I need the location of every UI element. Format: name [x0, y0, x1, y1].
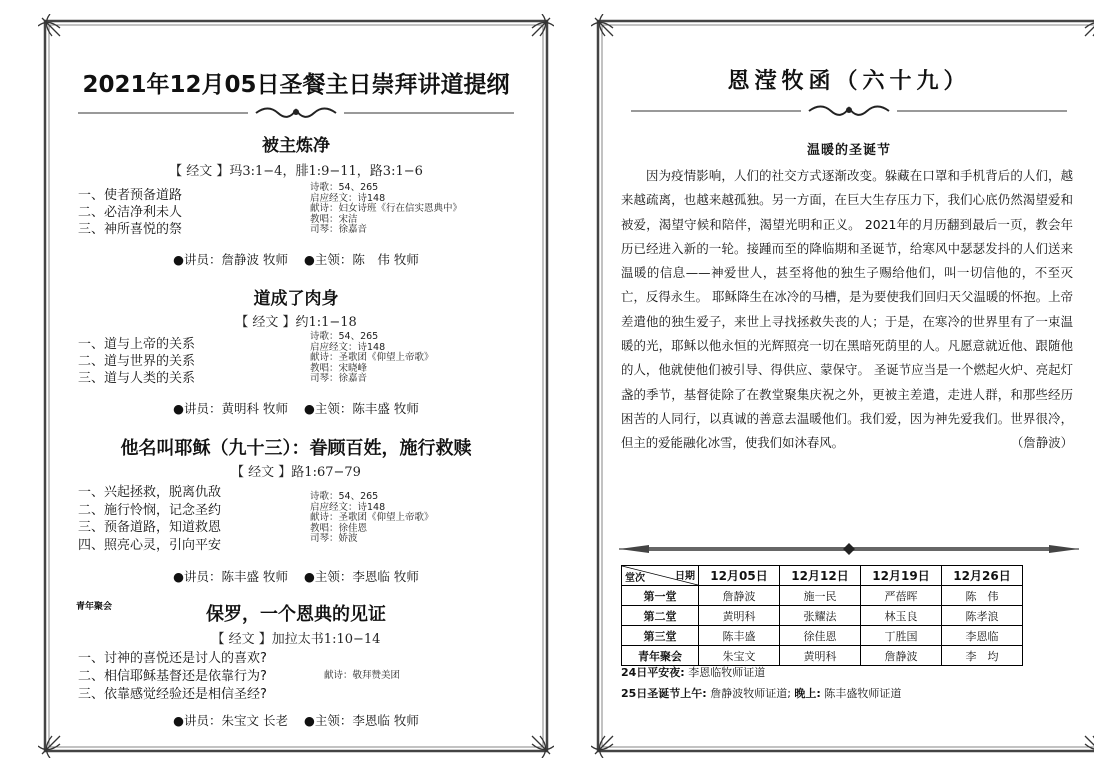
sermon-4-title: 保罗，一个恩典的见证: [206, 604, 386, 625]
sermon-2-title: 道成了肉身: [253, 289, 339, 309]
sermon-1-points: [78, 187, 182, 238]
table-row: [622, 606, 1023, 626]
preacher-cell: 黄明科: [780, 646, 861, 666]
preacher-cell: 陈 伟: [942, 586, 1023, 606]
sermon-2-points: [78, 336, 195, 387]
outline-point: 三、预备道路，知道救恩: [78, 520, 222, 535]
corner-date-label: 日期: [675, 571, 695, 582]
outline-point: 三、道与人类的关系: [78, 371, 196, 386]
leader: ●主领：李恩临 牧师: [303, 713, 419, 728]
role-line: 教唱：宋晓峰: [310, 362, 368, 374]
ornament-divider: [78, 102, 514, 124]
preacher-cell: 詹静波: [699, 586, 780, 606]
bulletin-title: 2021年12月05日圣餐主日崇拜讲道提纲: [82, 72, 510, 98]
outline-point: 一、使者预备道路: [78, 188, 183, 203]
preacher-cell: 黄明科: [699, 606, 780, 626]
preacher-cell: 林玉良: [861, 606, 942, 626]
outline-point: 二、相信耶稣基督还是依靠行为?: [78, 669, 267, 684]
sermon-2-speaker-line: [38, 399, 554, 417]
outline-point: 一、道与上帝的关系: [78, 337, 196, 352]
sermon-4-points: [78, 650, 267, 704]
preacher-cell: 严蓓晖: [861, 586, 942, 606]
sermon-3-roles: [310, 492, 434, 545]
preacher-cell: 朱宝文: [699, 646, 780, 666]
role-line: 献诗：圣歌团《仰望上帝歌》: [310, 352, 434, 363]
right-page: [591, 14, 1094, 758]
note-text: 詹静波牧师证道;: [706, 687, 795, 700]
christmas-notes: [621, 662, 901, 704]
sermon-1-speaker-line: [38, 250, 554, 268]
preacher-cell: 徐佳恩: [780, 626, 861, 646]
article-author: （詹静波）: [1011, 435, 1073, 451]
sermon-4-speaker-line: [38, 711, 554, 729]
date-header: 12月26日: [942, 566, 1023, 586]
preacher-cell: 陈丰盛: [699, 626, 780, 646]
service-name: 第一堂: [622, 586, 699, 606]
preaching-schedule-table: [621, 565, 1023, 666]
preacher-cell: 詹静波: [861, 646, 942, 666]
outline-point: 四、照亮心灵，引向平安: [78, 537, 222, 553]
preacher-cell: 张耀法: [780, 606, 861, 626]
outline-point: 一、兴起拯救，脱离仇敌: [78, 485, 222, 500]
service-name: 第二堂: [622, 606, 699, 626]
sermon-1-roles: [310, 183, 462, 236]
role-line: 教唱：宋洁: [310, 213, 358, 225]
corner-service-label: 堂次: [625, 573, 645, 584]
sermon-1-title: 被主炼净: [262, 136, 330, 156]
preacher-cell: 施一民: [780, 586, 861, 606]
note-label: 24日平安夜:: [621, 666, 685, 679]
date-header: 12月12日: [780, 566, 861, 586]
ornament-divider: [631, 100, 1067, 122]
note-line: [621, 662, 901, 683]
speaker: ●讲员：黄明科 牧师: [173, 401, 288, 416]
sermon-3-speaker-line: [38, 567, 554, 585]
article-body: [621, 164, 1073, 456]
article-text: 因为疫情影响，人们的社交方式逐渐改变。躲藏在口罩和手机背后的人们，越来越疏离，也越来越孤独。另一方面，在巨大生存压力下，我们心底仍然渴望爱和被爱，渴望守候和陪伴，渴望光明和正义。 2021年的月历翻到最后一页，教会年历已经进入新的一轮。接踵而至的降临期和圣诞节，给寒风中瑟瑟发抖的人们送来温暖的信息——神爱世人，甚至将他的独生子赐给他们，叫一切信他的，不至灭亡，反得永生。 耶稣降生在冰冷的马槽，是为要使我们回归天父温暖的怀抱。上帝差遣他的独生爱子，来世上寻找拯救失丧的人；于是，在寒冷的世界里有了一束温暖的光，耶稣以他永恒的光辉照亮一切在黑暗死荫里的人。凡愿意就近他、跟随他的人，他就使他们被引导、得供应、蒙保守。 圣诞节应当是一个燃起火炉、亮起灯盏的季节，基督徒除了在教堂聚集庆祝之外，更被主差遣，走进人群，和那些经历困苦的人同行，以真诚的善意去温暖他们。我们爱，因为神先爱我们。世界很冷，但主的爱能融化冰雪，使我们如沐春风。: [621, 168, 1073, 451]
table-corner-cell: [622, 566, 699, 586]
role-line: 司琴：徐嘉音: [310, 224, 368, 235]
outline-point: 二、施行怜悯，记念圣约: [78, 502, 222, 518]
table-row: [622, 586, 1023, 606]
sermon-4-scripture: 【 经文 】加拉太书1:10−14: [211, 632, 381, 647]
outline-point: 二、道与世界的关系: [78, 354, 196, 369]
speaker: ●讲员：陈丰盛 牧师: [173, 569, 288, 584]
role-line: 司琴：徐嘉音: [310, 373, 368, 384]
role-line: 献诗：敬拜赞美团: [324, 670, 401, 681]
note-text: 陈丰盛牧师证道: [820, 687, 902, 700]
sermon-1-scripture: 【 经文 】玛3:1−4，腓1:9−11，路3:1−6: [169, 164, 423, 179]
note-label: 25日圣诞节上午:: [621, 687, 707, 700]
outline-point: 三、依靠感觉经验还是相信圣经?: [78, 687, 267, 702]
preacher-cell: 李恩临: [942, 626, 1023, 646]
leader: ●主领：陈丰盛 牧师: [303, 401, 419, 416]
sermon-3-title: 他名叫耶稣（九十三）：眷顾百姓，施行救赎: [120, 438, 472, 459]
preacher-cell: 陈孝浪: [942, 606, 1023, 626]
speaker: ●讲员：詹静波 牧师: [173, 252, 288, 267]
preacher-cell: 丁胜国: [861, 626, 942, 646]
section-divider: [619, 542, 1079, 556]
sermon-3-scripture: 【 经文 】路1:67−79: [231, 465, 361, 480]
table-row: [622, 626, 1023, 646]
outline-point: 二、必洁净利未人: [78, 205, 183, 220]
note-label: 晚上:: [794, 687, 821, 700]
service-name: 第三堂: [622, 626, 699, 646]
article-subtitle: 温暖的圣诞节: [806, 143, 891, 158]
sermon-3-points: [78, 484, 221, 554]
outline-point: 一、讨神的喜悦还是讨人的喜欢?: [78, 651, 267, 666]
service-name: 青年聚会: [622, 646, 699, 666]
sermon-2-scripture: 【 经文 】约1:1−18: [235, 315, 357, 330]
role-line: 教唱：徐佳恩: [310, 522, 368, 534]
role-line: 献诗：妇女诗班《行在信实恩典中》: [310, 203, 463, 214]
leader: ●主领：陈 伟 牧师: [303, 252, 419, 267]
left-page: [38, 14, 554, 758]
date-header: 12月19日: [861, 566, 942, 586]
pastoral-letter-title: 恩滢牧函（六十九）: [727, 68, 971, 94]
role-line: 诗歌：54、265: [310, 331, 379, 342]
sermon-4-roles: [324, 671, 400, 682]
role-line: 献诗：圣歌团《仰望上帝歌》: [310, 512, 434, 523]
leader: ●主领：李恩临 牧师: [303, 569, 419, 584]
role-line: 启应经文：诗148: [310, 192, 386, 204]
preacher-cell: 李 均: [942, 646, 1023, 666]
note-line: [621, 683, 901, 704]
note-text: 李恩临牧师证道: [684, 666, 766, 679]
role-line: 诗歌：54、265: [310, 182, 379, 193]
outline-point: 三、神所喜悦的祭: [78, 222, 183, 237]
youth-meeting-tag: 青年聚会: [76, 602, 113, 612]
speaker: ●讲员：朱宝文 长老: [173, 713, 288, 728]
sermon-2-roles: [310, 332, 434, 385]
role-line: 启应经文：诗148: [310, 501, 386, 513]
role-line: 启应经文：诗148: [310, 341, 386, 353]
role-line: 司琴：娇波: [310, 533, 358, 544]
role-line: 诗歌：54、265: [310, 491, 379, 502]
date-header: 12月05日: [699, 566, 780, 586]
